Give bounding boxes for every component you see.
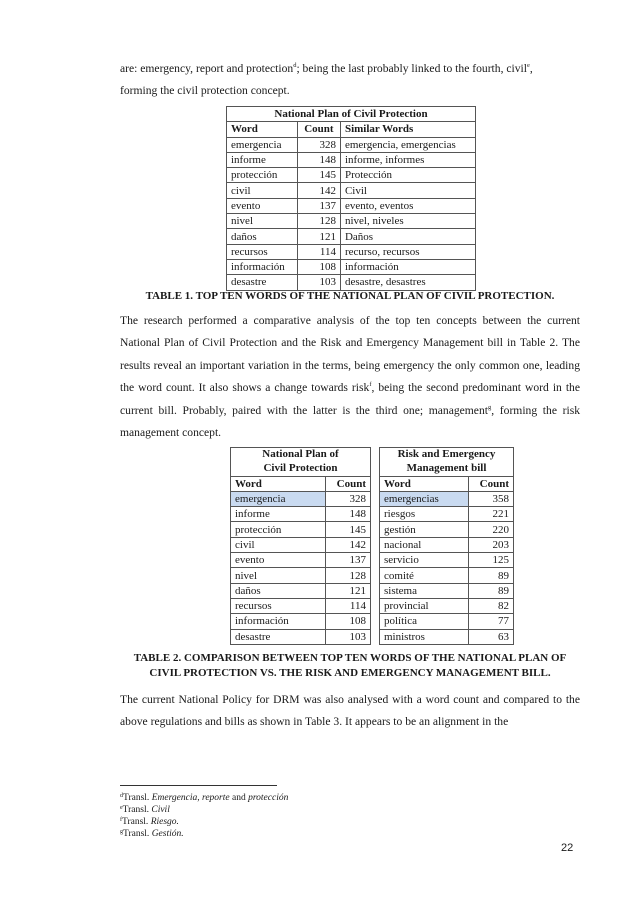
cell-count-right: 82 <box>469 598 514 613</box>
table-2-header-word-left: Word <box>231 476 326 491</box>
cell-word-right: servicio <box>380 553 469 568</box>
cell-similar-words: desastre, desastres <box>340 275 475 290</box>
cell-count: 121 <box>297 229 340 244</box>
cell-count-left: 121 <box>326 583 371 598</box>
cell-count-left: 114 <box>326 598 371 613</box>
table-row <box>227 152 476 167</box>
cell-count-right: 77 <box>469 614 514 629</box>
cell-count-left: 148 <box>326 507 371 522</box>
cell-word-right: ministros <box>380 629 469 644</box>
table-row <box>231 583 514 598</box>
footnote-f: $^f$Transl. Riesgo. <box>120 817 179 827</box>
cell-word: recursos <box>227 244 298 259</box>
page-number: 22 <box>561 842 574 854</box>
footnote-ref-d: d <box>293 62 297 69</box>
table-row <box>231 598 514 613</box>
table-row <box>231 553 514 568</box>
cell-count: 328 <box>297 137 340 152</box>
table-row <box>231 629 514 644</box>
cell-word-left: informe <box>231 507 326 522</box>
table-2-right-title-1: Risk and Emergency <box>380 448 514 462</box>
cell-word-left: civil <box>231 537 326 552</box>
paragraph-comparison: The research performed a comparative analysis of the top ten concepts between the current National Plan of Civil Protection and the Risk and Emergency Management bill in Table 2. The results reveal an important variation in the terms, being emergency the only common one, leading the word count. It also shows a change towards risk$^f$, being the second predominant word in the current bill. Probably, paired with the latter is the third one; management$^g$, forming the risk management concept. <box>120 314 581 440</box>
cell-similar-words: Protección <box>340 168 475 183</box>
cell-count-right: 358 <box>469 491 514 506</box>
cell-word: civil <box>227 183 298 198</box>
cell-word-left: daños <box>231 583 326 598</box>
table-1-caption: TABLE 1. TOP TEN WORDS OF THE NATIONAL PLAN OF CIVIL PROTECTION. <box>145 290 555 302</box>
table-1-header-count: Count <box>297 122 340 137</box>
cell-word-left: recursos <box>231 598 326 613</box>
cell-word: emergencia <box>227 137 298 152</box>
cell-count-left: 108 <box>326 614 371 629</box>
footnote-ref-e: e <box>526 62 530 69</box>
table-row <box>227 137 476 152</box>
table-row <box>227 259 476 274</box>
table-row <box>231 568 514 583</box>
cell-count-left: 328 <box>326 491 371 506</box>
table-row <box>231 507 514 522</box>
cell-similar-words: Civil <box>340 183 475 198</box>
cell-word-left: evento <box>231 553 326 568</box>
cell-count: 108 <box>297 259 340 274</box>
cell-count-right: 125 <box>469 553 514 568</box>
cell-count-left: 103 <box>326 629 371 644</box>
table-1 <box>226 106 476 291</box>
cell-similar-words: Daños <box>340 229 475 244</box>
cell-word: desastre <box>227 275 298 290</box>
table-2-left-title-1: National Plan of <box>231 448 371 462</box>
cell-count-right: 89 <box>469 583 514 598</box>
cell-count-right: 63 <box>469 629 514 644</box>
table-2-right-title-2: Management bill <box>380 462 514 476</box>
cell-word-right: política <box>380 614 469 629</box>
table-row <box>231 537 514 552</box>
cell-word-left: emergencia <box>231 491 326 506</box>
cell-similar-words: recurso, recursos <box>340 244 475 259</box>
cell-similar-words: información <box>340 259 475 274</box>
table-row <box>231 614 514 629</box>
table-2-header-count-right: Count <box>469 476 514 491</box>
cell-similar-words: nivel, niveles <box>340 214 475 229</box>
table-1-header-word: Word <box>227 122 298 137</box>
cell-word-left: nivel <box>231 568 326 583</box>
table-row <box>227 168 476 183</box>
footnote-separator <box>120 785 277 786</box>
cell-word-right: gestión <box>380 522 469 537</box>
cell-word: protección <box>227 168 298 183</box>
footnote-g: $^g$Transl. Gestión. <box>120 829 184 839</box>
footnote-d: $^d$Transl. Emergencia, reporte and protección <box>120 793 289 803</box>
cell-count: 137 <box>297 198 340 213</box>
cell-count: 114 <box>297 244 340 259</box>
table-row <box>227 214 476 229</box>
cell-count-left: 142 <box>326 537 371 552</box>
cell-count-right: 221 <box>469 507 514 522</box>
cell-count-right: 220 <box>469 522 514 537</box>
cell-count-left: 137 <box>326 553 371 568</box>
cell-count: 148 <box>297 152 340 167</box>
cell-count-left: 128 <box>326 568 371 583</box>
cell-word-left: información <box>231 614 326 629</box>
table-row <box>227 198 476 213</box>
table-row <box>227 229 476 244</box>
cell-word: informe <box>227 152 298 167</box>
table-row <box>227 244 476 259</box>
table-2-header-word-right: Word <box>380 476 469 491</box>
cell-word: nivel <box>227 214 298 229</box>
cell-word-right: riesgos <box>380 507 469 522</box>
table-row <box>231 522 514 537</box>
cell-similar-words: informe, informes <box>340 152 475 167</box>
footnote-e: $^e$Transl. Civil <box>120 805 170 815</box>
table-row <box>227 275 476 290</box>
cell-count: 103 <box>297 275 340 290</box>
cell-count: 145 <box>297 168 340 183</box>
cell-similar-words: emergencia, emergencias <box>340 137 475 152</box>
cell-word: evento <box>227 198 298 213</box>
cell-word: daños <box>227 229 298 244</box>
cell-word-right: sistema <box>380 583 469 598</box>
table-1-title: National Plan of Civil Protection <box>227 107 476 122</box>
table-2-caption: TABLE 2. COMPARISON BETWEEN TOP TEN WORDS OF THE NATIONAL PLAN OF CIVIL PROTECTION VS. THE RISK AND EMERGENCY MANAGEMENT BILL. <box>133 652 567 679</box>
paragraph-intro: are: emergency, report and protection$^d$; being the last probably linked to the fourth, civil$^e$, forming the civil protection concept. <box>120 62 533 98</box>
table-row <box>231 491 514 506</box>
cell-count-right: 203 <box>469 537 514 552</box>
cell-count: 128 <box>297 214 340 229</box>
cell-word-right: nacional <box>380 537 469 552</box>
cell-count-left: 145 <box>326 522 371 537</box>
table-2-header-count-left: Count <box>326 476 371 491</box>
cell-count-right: 89 <box>469 568 514 583</box>
table-2 <box>230 447 514 645</box>
cell-word-right: emergencias <box>380 491 469 506</box>
table-row <box>227 183 476 198</box>
cell-word-right: provincial <box>380 598 469 613</box>
footnote-ref-g: g <box>487 403 492 411</box>
cell-similar-words: evento, eventos <box>340 198 475 213</box>
cell-word: información <box>227 259 298 274</box>
cell-word-left: desastre <box>231 629 326 644</box>
table-1-header-similar: Similar Words <box>340 122 475 137</box>
table-2-left-title-2: Civil Protection <box>231 462 371 476</box>
cell-word-left: protección <box>231 522 326 537</box>
cell-word-right: comité <box>380 568 469 583</box>
paragraph-policy: The current National Policy for DRM was also analysed with a word count and compared to the above regulations and bills as shown in Table 3. It appears to be an alignment in the <box>120 693 580 729</box>
footnote-ref-f: f <box>369 381 372 389</box>
cell-count: 142 <box>297 183 340 198</box>
